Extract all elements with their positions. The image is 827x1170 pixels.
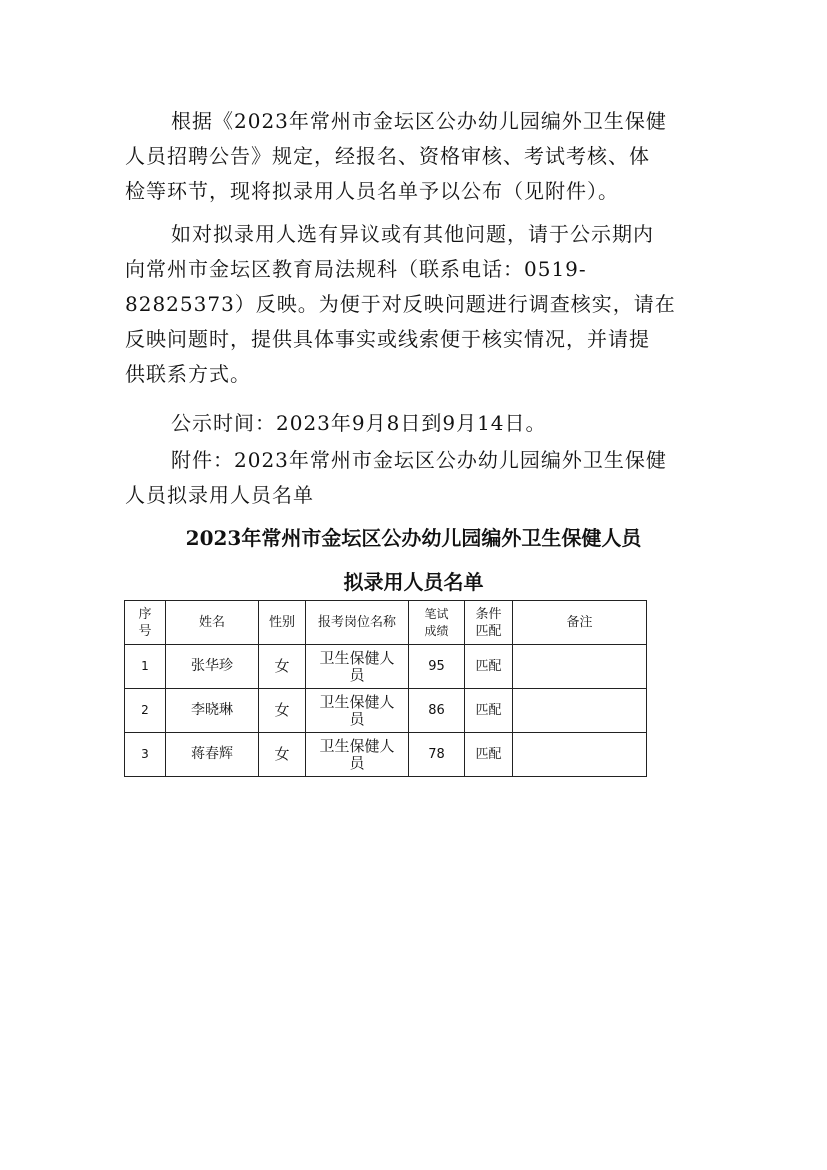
cell-score: 95 <box>409 645 465 689</box>
notice-period-paragraph: 公示时间：2023年9月8日到9月14日。 <box>171 411 547 435</box>
cell-position: 卫生保健人 员 <box>306 733 409 777</box>
cell-match: 匹配 <box>465 689 513 733</box>
attachment-paragraph: 附件：2023年常州市金坛区公办幼儿园编外卫生保健 人员拟录用人员名单 <box>125 448 667 507</box>
table-header-row <box>125 601 647 645</box>
cell-name: 张华珍 <box>166 645 259 689</box>
cell-seq: 1 <box>125 645 166 689</box>
cell-seq: 3 <box>125 733 166 777</box>
cell-match: 匹配 <box>465 733 513 777</box>
cell-score: 86 <box>409 689 465 733</box>
header-gender: 性别 <box>259 601 306 645</box>
table-row <box>125 689 647 733</box>
cell-gender: 女 <box>259 689 306 733</box>
cell-gender: 女 <box>259 733 306 777</box>
list-title-line-1: 2023年常州市金坛区公办幼儿园编外卫生保健人员 <box>185 526 642 550</box>
cell-name: 李晓琳 <box>166 689 259 733</box>
header-remark: 备注 <box>513 601 647 645</box>
notice-paragraph-2: 如对拟录用人选有异议或有其他问题，请于公示期内 向常州市金坛区教育局法规科（联系电话：0519- 82825373）反映。为便于对反映问题进行调查核实，请在 反映问题时，提供具体事实或线索便于核实情况，并请提 供联系方式。 <box>125 222 676 386</box>
cell-remark <box>513 733 647 777</box>
cell-score: 78 <box>409 733 465 777</box>
cell-seq: 2 <box>125 689 166 733</box>
cell-remark <box>513 645 647 689</box>
cell-name: 蒋春辉 <box>166 733 259 777</box>
cell-position: 卫生保健人 员 <box>306 689 409 733</box>
header-match: 条件 匹配 <box>465 601 513 645</box>
candidate-table <box>124 600 647 777</box>
header-seq: 序 号 <box>125 601 166 645</box>
cell-position: 卫生保健人 员 <box>306 645 409 689</box>
header-name: 姓名 <box>166 601 259 645</box>
list-title-line-2: 拟录用人员名单 <box>343 570 484 594</box>
table-row <box>125 733 647 777</box>
header-position: 报考岗位名称 <box>306 601 409 645</box>
cell-gender: 女 <box>259 645 306 689</box>
cell-match: 匹配 <box>465 645 513 689</box>
notice-paragraph-1: 根据《2023年常州市金坛区公办幼儿园编外卫生保健 人员招聘公告》规定，经报名、资格审核、考试考核、体 检等环节，现将拟录用人员名单予以公布（见附件）。 <box>125 109 667 203</box>
header-score: 笔试 成绩 <box>409 601 465 645</box>
cell-remark <box>513 689 647 733</box>
table-row <box>125 645 647 689</box>
